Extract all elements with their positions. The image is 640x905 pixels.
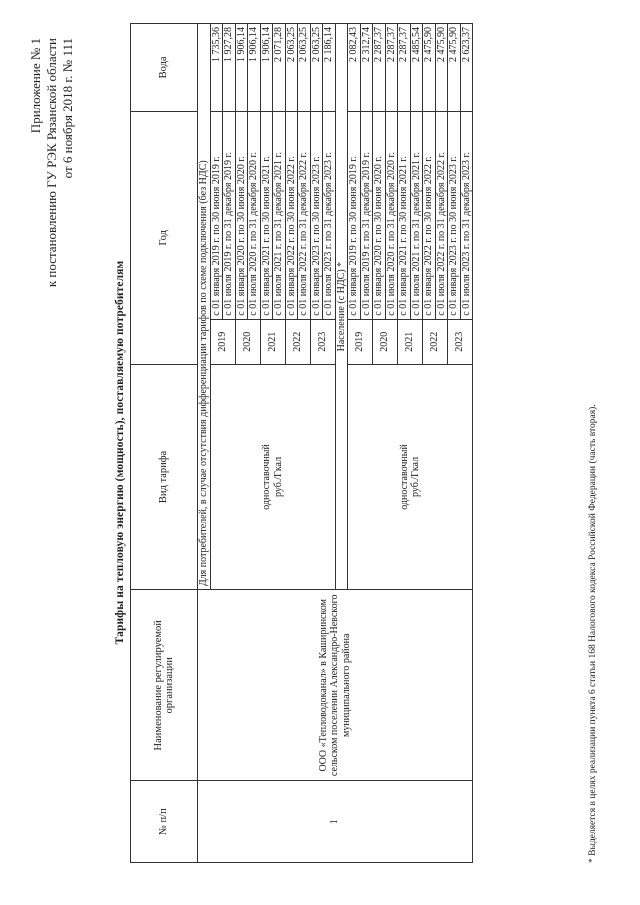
header-year: Год — [131, 111, 198, 364]
water-tariff-value: 1 906,14 — [235, 24, 248, 112]
document-title: Тарифы на тепловую энергию (мощность), поставляемую потребителям — [114, 260, 126, 645]
period-cell: с 01 января 2021 г. по 30 июня 2021 г. — [260, 111, 273, 319]
header-no: № п/п — [131, 781, 198, 863]
year-cell: 2023 — [448, 319, 473, 364]
period-cell: с 01 января 2019 г. по 30 июня 2019 г. — [210, 111, 223, 319]
period-cell: с 01 июля 2022 г. по 31 декабря 2022 г. — [298, 111, 311, 319]
period-cell: с 01 января 2021 г. по 30 июня 2021 г. — [398, 111, 411, 319]
tariff-table — [130, 23, 473, 863]
year-cell: 2021 — [260, 319, 285, 364]
water-tariff-value: 2 475,90 — [448, 24, 461, 112]
table-body — [198, 24, 473, 863]
water-tariff-value: 2 475,90 — [435, 24, 448, 112]
organization-name: ООО «Тепловодоканал» в Каширинском сельском поселении Александро-Невского муниципального района — [198, 590, 473, 781]
period-cell: с 01 января 2023 г. по 30 июня 2023 г. — [448, 111, 461, 319]
period-cell: с 01 июля 2020 г. по 31 декабря 2020 г. — [385, 111, 398, 319]
header-row — [131, 24, 198, 863]
tariff-unit-label: руб./Гкал — [410, 456, 421, 498]
period-cell: с 01 января 2023 г. по 30 июня 2023 г. — [310, 111, 323, 319]
period-cell: с 01 июля 2019 г. по 31 декабря 2019 г. — [223, 111, 236, 319]
water-tariff-value: 2 063,25 — [298, 24, 311, 112]
period-cell: с 01 июля 2021 г. по 31 декабря 2021 г. — [410, 111, 423, 319]
tariff-type-label: одноставочный — [261, 444, 272, 510]
appendix-line-3: от 6 ноября 2018 г. № 111 — [60, 38, 75, 179]
period-cell: с 01 января 2019 г. по 30 июня 2019 г. — [348, 111, 361, 319]
water-tariff-value: 2 071,28 — [273, 24, 286, 112]
year-cell: 2020 — [373, 319, 398, 364]
appendix-line-2: к постановлению ГУ РЭК Рязанской области — [44, 38, 59, 288]
water-tariff-value: 1 735,36 — [210, 24, 223, 112]
header-water: Вода — [131, 24, 198, 112]
period-cell: с 01 июля 2023 г. по 31 декабря 2023 г. — [460, 111, 473, 319]
appendix-header — [28, 38, 76, 287]
water-tariff-value: 2 485,54 — [410, 24, 423, 112]
tariff-type-cell — [348, 364, 473, 589]
year-cell: 2019 — [210, 319, 235, 364]
year-cell: 2023 — [310, 319, 335, 364]
water-tariff-value: 2 082,43 — [348, 24, 361, 112]
period-cell: с 01 июля 2022 г. по 31 декабря 2022 г. — [435, 111, 448, 319]
water-tariff-value: 2 287,37 — [385, 24, 398, 112]
row-number: 1 — [198, 781, 473, 863]
water-tariff-value: 1 906,14 — [248, 24, 261, 112]
footnote: * Выделяется в целях реализации пункта 6 статьи 168 Налогового кодекса Российской Федерации (часть вторая). — [588, 404, 598, 863]
period-cell: с 01 января 2022 г. по 30 июня 2022 г. — [285, 111, 298, 319]
period-cell: с 01 июля 2023 г. по 31 декабря 2023 г. — [323, 111, 336, 319]
water-tariff-value: 2 063,25 — [310, 24, 323, 112]
section-label-consumers: Для потребителей, в случае отсутствия дифференциации тарифов по схеме подключения (без НДС) — [198, 24, 211, 590]
water-tariff-value: 2 287,37 — [398, 24, 411, 112]
period-cell: с 01 июля 2020 г. по 31 декабря 2020 г. — [248, 111, 261, 319]
year-cell: 2020 — [235, 319, 260, 364]
section-header-row — [198, 24, 211, 863]
period-cell: с 01 июля 2019 г. по 31 декабря 2019 г. — [360, 111, 373, 319]
year-cell: 2022 — [285, 319, 310, 364]
water-tariff-value: 2 475,90 — [423, 24, 436, 112]
header-org: Наименование регулируемой организации — [131, 590, 198, 781]
year-cell: 2019 — [348, 319, 373, 364]
tariff-unit-label: руб./Гкал — [272, 456, 284, 498]
water-tariff-value: 2 063,25 — [285, 24, 298, 112]
water-tariff-value: 1 906,14 — [260, 24, 273, 112]
water-tariff-value: 2 186,14 — [323, 24, 336, 112]
appendix-line-1: Приложение № 1 — [28, 38, 43, 134]
tariff-type-label: одноставочный — [398, 444, 410, 510]
year-cell: 2022 — [423, 319, 448, 364]
header-tariff-type: Вид тарифа — [131, 364, 198, 589]
section-label-population: Население (с НДС) * — [335, 24, 348, 590]
water-tariff-value: 2 287,37 — [373, 24, 386, 112]
water-tariff-value: 2 623,37 — [460, 24, 473, 112]
period-cell: с 01 января 2020 г. по 30 июня 2020 г. — [235, 111, 248, 319]
period-cell: с 01 июля 2021 г. по 31 декабря 2021 г. — [273, 111, 286, 319]
period-cell: с 01 января 2020 г. по 30 июня 2020 г. — [373, 111, 386, 319]
water-tariff-value: 1 927,28 — [223, 24, 236, 112]
period-cell: с 01 января 2022 г. по 30 июня 2022 г. — [423, 111, 436, 319]
tariff-type-cell — [210, 364, 335, 589]
year-cell: 2021 — [398, 319, 423, 364]
water-tariff-value: 2 312,74 — [360, 24, 373, 112]
